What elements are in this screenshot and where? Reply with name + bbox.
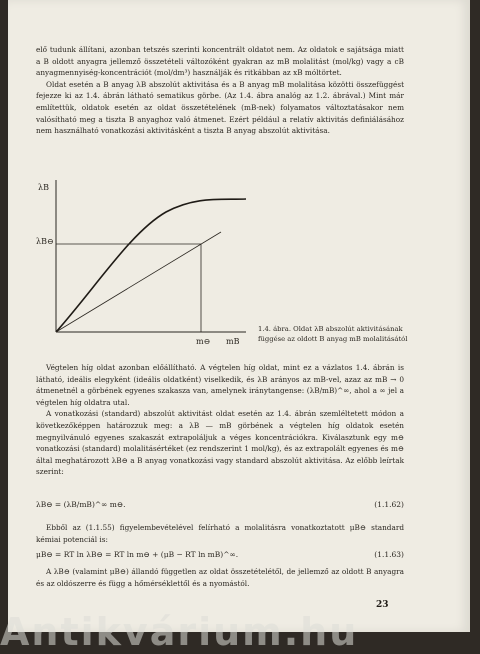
equation-2-text: μB⊖ = RT ln λB⊖ = RT ln m⊖ + (μB − RT ln mB)^∞. bbox=[36, 550, 239, 559]
text-block-middle bbox=[36, 362, 404, 478]
activity-curve bbox=[56, 199, 246, 332]
x-marker-label: m⊖ bbox=[196, 337, 211, 346]
paragraph-1: elő tudunk állítani, azonban tetszés szerinti koncentrált oldatot nem. Az oldatok e sajátsága miatt a B oldott anyagra jellemző összetételi változóként gyakran az mB molalitást (mol/kg) vagy a cB anyagmennyiség-koncentrációt (mol/dm³) használják és ritkábban az xB móltörtet. bbox=[36, 45, 404, 78]
equation-1-number: (1.1.62) bbox=[374, 500, 404, 509]
text-block-bottom bbox=[36, 566, 404, 589]
x-axis-label: mB bbox=[226, 337, 240, 346]
equation-1-1-62 bbox=[36, 500, 404, 509]
paragraph-3: Végtelen híg oldat azonban előállítható. A végtelen híg oldat, mint ez a vázlatos 1.4. ábrán is látható, ideális elegyként (ideális oldatként) viselkedik, és λB arányos az mB-vel, azaz az mB → 0 átmenetnél a görbének egyenes szakasza van, amelynek iránytangense: (λB/mB)^∞, ahol a ∞ jel a végtelen híg oldatra utal. bbox=[36, 363, 404, 407]
figure-caption: 1.4. ábra. Oldat λB abszolút aktivitásának függése az oldott B anyag mB molalitásától bbox=[258, 325, 408, 343]
equation-2-number: (1.1.63) bbox=[374, 550, 404, 559]
book-page bbox=[8, 0, 470, 632]
watermark: Antikvárium.hu bbox=[0, 610, 359, 654]
text-block-top bbox=[36, 44, 404, 137]
tangent-line bbox=[56, 232, 221, 332]
paragraph-6: A λB⊖ (valamint μB⊖) állandó független az oldat összetételétől, de jellemző az oldott B anyagra és az oldószerre és függ a hőmérséklettől és a nyomástól. bbox=[36, 567, 404, 588]
y-marker-label: λB⊖ bbox=[36, 237, 54, 246]
equation-1-1-63 bbox=[36, 550, 404, 559]
figure-1-4 bbox=[36, 172, 266, 352]
paragraph-5: Ebből az (1.1.55) figyelembevételével felírható a molalitásra vonatkoztatott μB⊖ standard kémiai potenciál is: bbox=[36, 523, 404, 544]
page-number: 23 bbox=[376, 600, 389, 610]
equation-1-text: λB⊖ = (λB/mB)^∞ m⊖. bbox=[36, 500, 126, 509]
paragraph-4: A vonatkozási (standard) abszolút aktivitást oldat esetén az 1.4. ábrán szemléltetett módon a következőképpen határozzuk meg: a λB — mB görbének a végtelen híg oldatok esetén megnyilvánuló egyenes szakaszát extrapoláljuk a véges koncentrációkra. Kiválasztunk egy m⊖ vonatkozási (standard) molalitásértéket (ez rendszerint 1 mol/kg), és az extrapolált egyenes és m⊖ által meghatározott λB⊖ a B anyag vonatkozási vagy standard abszolút aktivitása. Az előbb leírtak szerint: bbox=[36, 409, 404, 477]
y-axis-label: λB bbox=[38, 183, 49, 192]
paragraph-2: Oldat esetén a B anyag λB abszolút aktivitása és a B anyag mB molalitása közötti összefüggést fejezze ki az 1.4. ábrán látható sematikus görbe. (Az 1.4. ábra analóg az 1.2. ábrával.) Mint már említettük, oldatok esetén az oldat összetételének (mB-nek) folyamatos változtatásakor nem valósítható meg a tiszta B anyaghoz való átmenet. Ezért például a relatív aktivitás definiálásához nem használható vonatkozási aktivitásként a tiszta B anyag abszolút aktivitása. bbox=[36, 79, 404, 136]
text-block-lower bbox=[36, 522, 404, 545]
